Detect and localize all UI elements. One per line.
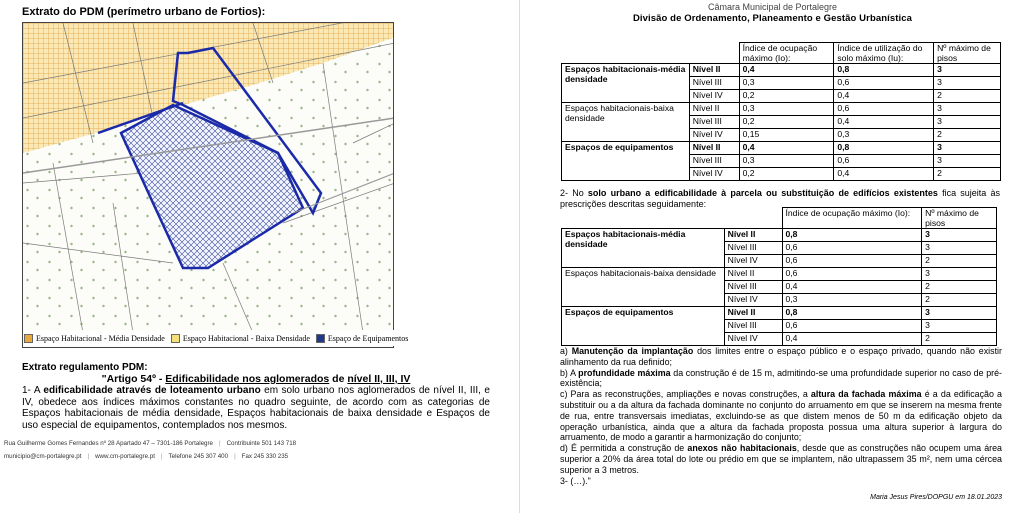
- article-prefix: "Artigo 54º -: [101, 372, 166, 385]
- municipality-header: Câmara Municipal de Portalegre: [707, 2, 838, 12]
- value-cell: 0,6: [782, 320, 922, 333]
- value-cell: 0,6: [834, 77, 934, 90]
- para-text: em solo urbano nos aglomerados de nível II, III, e IV, obedece aos índices máximos constantes no quadro seguinte, de acordo com as categorias de Espaços habitacionais de média densidade, Espaços habitacionais de baixa densidade e Espaços de uso especial de equipamentos, contemplados nos mesmos.: [22, 385, 490, 431]
- value-cell: 3: [934, 116, 1001, 129]
- column-header: Índice de ocupação máximo (Io):: [739, 43, 834, 64]
- value-cell: 0,8: [834, 64, 934, 77]
- value-cell: 2: [934, 129, 1001, 142]
- value-cell: 0,6: [782, 255, 922, 268]
- article-connector: de: [329, 372, 348, 385]
- value-cell: 3: [934, 77, 1001, 90]
- article-paragraph-1: [22, 385, 490, 431]
- level-cell: Nível II: [689, 64, 739, 77]
- level-cell: Nível IV: [724, 294, 782, 307]
- value-cell: 0,4: [834, 168, 934, 181]
- level-cell: Nível III: [689, 155, 739, 168]
- value-cell: 2: [922, 281, 997, 294]
- value-cell: 0,6: [834, 155, 934, 168]
- footer-address: Rua Guilherme Gomes Fernandes nº 28 Apartado 47 – 7301-186 Portalegre: [4, 440, 213, 447]
- table-header-row: [562, 208, 997, 229]
- value-cell: 0,3: [739, 155, 834, 168]
- level-cell: Nível II: [689, 142, 739, 155]
- table-corner-cell: [562, 43, 740, 64]
- footer-fax: Fax 245 330 235: [241, 453, 289, 460]
- level-cell: Nível IV: [689, 90, 739, 103]
- note-label: a): [560, 346, 572, 356]
- value-cell: 0,4: [834, 90, 934, 103]
- value-cell: 0,8: [834, 142, 934, 155]
- column-header: Nº máximo de pisos: [934, 43, 1001, 64]
- section-2-bold: solo urbano a edificabilidade à parcela ou substituição de edifícios existentes: [587, 188, 938, 198]
- value-cell: 3: [922, 307, 997, 320]
- table-header-row: [562, 43, 1001, 64]
- value-cell: 0,4: [739, 142, 834, 155]
- category-cell: Espaços de equipamentos: [562, 142, 690, 181]
- note-c: [560, 389, 1002, 443]
- table-row: [562, 229, 997, 242]
- value-cell: 2: [922, 333, 997, 346]
- signature: Maria Jesus Pires/DOPGU em 18.01.2023: [870, 494, 1002, 501]
- map-legend: [24, 330, 409, 346]
- para-prefix: 1- A: [22, 385, 44, 397]
- level-cell: Nível III: [724, 281, 782, 294]
- regulation-heading: Extrato regulamento PDM:: [22, 362, 148, 373]
- value-cell: 0,4: [739, 64, 834, 77]
- value-cell: 0,6: [782, 242, 922, 255]
- footer-web: www.cm-portalegre.pt: [95, 453, 155, 460]
- note-text: dos limites entre o espaço público e o espaço privado, quando não existir alinhamento da rua definido;: [560, 346, 1002, 367]
- legend-item-medium-density: [24, 334, 165, 343]
- table-row: [562, 103, 1001, 116]
- table-corner-cell: [562, 208, 783, 229]
- footer-taxid: Contribuinte 501 143 718: [226, 440, 297, 447]
- value-cell: 3: [934, 64, 1001, 77]
- note-b: [560, 368, 1002, 390]
- swatch-yellow-icon: [171, 334, 180, 343]
- section-2-text: fica sujeita às prescrições descritas seguidamente:: [560, 188, 1000, 209]
- level-cell: Nível II: [689, 103, 739, 116]
- map-title: Extrato do PDM (perímetro urbano de Fortios):: [22, 6, 266, 18]
- map-image: [23, 23, 394, 333]
- value-cell: 0,3: [782, 294, 922, 307]
- value-cell: 2: [934, 90, 1001, 103]
- category-cell: Espaços de equipamentos: [562, 307, 725, 346]
- level-cell: Nível II: [724, 229, 782, 242]
- regulation-extract: [22, 362, 490, 432]
- level-cell: Nível II: [724, 307, 782, 320]
- category-cell: Espaços habitacionais-baixa densidade: [562, 268, 725, 307]
- legend-label: Espaço de Equipamentos: [327, 333, 409, 343]
- note-label: b) A: [560, 367, 579, 378]
- value-cell: 0,6: [834, 103, 934, 116]
- table-row: [562, 142, 1001, 155]
- value-cell: 3: [934, 155, 1001, 168]
- table-row: [562, 268, 997, 281]
- value-cell: 0,15: [739, 129, 834, 142]
- legend-label: Espaço Habitacional - Baixa Densidade: [182, 333, 310, 343]
- value-cell: 0,2: [739, 168, 834, 181]
- value-cell: 0,8: [782, 307, 922, 320]
- note-bold: Manutenção da implantação: [571, 346, 694, 356]
- level-cell: Nível III: [689, 77, 739, 90]
- swatch-blue-icon: [316, 334, 325, 343]
- value-cell: 0,8: [782, 229, 922, 242]
- note-label: c) Para as reconstruções, ampliações e novas construções, a: [560, 389, 811, 400]
- note-bold: profundidade máxima: [578, 367, 671, 378]
- level-cell: Nível III: [724, 242, 782, 255]
- level-cell: Nível IV: [724, 333, 782, 346]
- value-cell: 0,3: [739, 77, 834, 90]
- note-label: d) É permitida a construção de: [560, 443, 688, 454]
- value-cell: 0,4: [782, 281, 922, 294]
- legend-item-low-density: [171, 334, 310, 343]
- swatch-orange-icon: [24, 334, 33, 343]
- legend-label: Espaço Habitacional - Média Densidade: [36, 333, 165, 343]
- legend-item-equipment: [316, 334, 408, 343]
- note-text: é a da edificação a substituir ou a da altura da fachada dominante no conjunto do arruamento em que se inserem na mesma frente de rua, entre transversais imediatas, excluindo-se as que distem menos de 50 m da edificação objeto da operação urbanística, ainda que a altura da fachada proposta possua uma altura superior à largura do arruamento, de modo a garantir a harmonização do conjunto;: [560, 389, 1002, 443]
- division-header: Divisão de Ordenamento, Planeamento e Gestão Urbanística: [632, 13, 913, 24]
- value-cell: 0,3: [739, 103, 834, 116]
- value-cell: 0,2: [739, 116, 834, 129]
- footer-phone: Telefone 245 307 400: [168, 453, 229, 460]
- column-header: Índice de ocupação máximo (Io):: [782, 208, 922, 229]
- value-cell: 2: [922, 255, 997, 268]
- category-cell: Espaços habitacionais-média densidade: [562, 229, 725, 268]
- table-row: [562, 64, 1001, 77]
- category-cell: Espaços habitacionais-média densidade: [562, 64, 690, 103]
- prescriptions: [560, 346, 1002, 486]
- value-cell: 0,6: [782, 268, 922, 281]
- note-bold: anexos não habitacionais: [687, 443, 797, 454]
- value-cell: 0,4: [834, 116, 934, 129]
- article-levels: nível II, III, IV: [347, 372, 411, 385]
- column-header: Nº máximo de pisos: [922, 208, 997, 229]
- value-cell: 3: [922, 242, 997, 255]
- value-cell: 3: [934, 103, 1001, 116]
- column-header: Índice de utilização do solo máximo (Iu):: [834, 43, 934, 64]
- para-bold: edificabilidade através de loteamento urbano: [43, 385, 261, 397]
- value-cell: 0,2: [739, 90, 834, 103]
- note-a: [560, 346, 1002, 368]
- note-end: 3- (…).": [560, 475, 591, 486]
- value-cell: 2: [934, 168, 1001, 181]
- loteamento-indices-table: [561, 42, 1001, 181]
- letterhead-footer: Rua Guilherme Gomes Fernandes nº 28 Apartado 47 – 7301-186 Portalegre | Contribuinte 501 143 718 municipio@cm-portalegre.pt | www.cm-portalegre.pt | Telefone 245 307 400 | Fax 245 330 235: [4, 440, 297, 460]
- value-cell: 3: [922, 268, 997, 281]
- parcel-indices-table: [561, 207, 997, 346]
- level-cell: Nível IV: [689, 168, 739, 181]
- table-row: [562, 307, 997, 320]
- value-cell: 3: [934, 142, 1001, 155]
- pdm-map-extract: [22, 22, 394, 348]
- section-2-intro: [560, 188, 1000, 209]
- level-cell: Nível III: [724, 320, 782, 333]
- right-page: [519, 0, 1024, 513]
- note-d: [560, 443, 1002, 475]
- category-cell: Espaços habitacionais-baixa densidade: [562, 103, 690, 142]
- article-underlined: Edificabilidade nos aglomerados: [165, 372, 330, 385]
- section-2-prefix: 2- No: [560, 188, 588, 198]
- note-text: da construção é de 15 m, admitindo-se uma profundidade superior no caso de pré-existência;: [560, 367, 1002, 389]
- article-title: [22, 374, 490, 386]
- value-cell: 0,4: [782, 333, 922, 346]
- note-bold: altura da fachada máxima: [810, 389, 922, 400]
- footer-email: municipio@cm-portalegre.pt: [4, 453, 82, 460]
- value-cell: 3: [922, 320, 997, 333]
- value-cell: 0,3: [834, 129, 934, 142]
- value-cell: 3: [922, 229, 997, 242]
- note-text: , desde que as construções não ocupem uma área superior a 20% da área total do lote ou prédio em que se implantem, não ultrapassem 35 m², nem uma cércea superior a 3 metros.: [560, 443, 1002, 475]
- level-cell: Nível II: [724, 268, 782, 281]
- value-cell: 2: [922, 294, 997, 307]
- level-cell: Nível IV: [724, 255, 782, 268]
- level-cell: Nível III: [689, 116, 739, 129]
- level-cell: Nível IV: [689, 129, 739, 142]
